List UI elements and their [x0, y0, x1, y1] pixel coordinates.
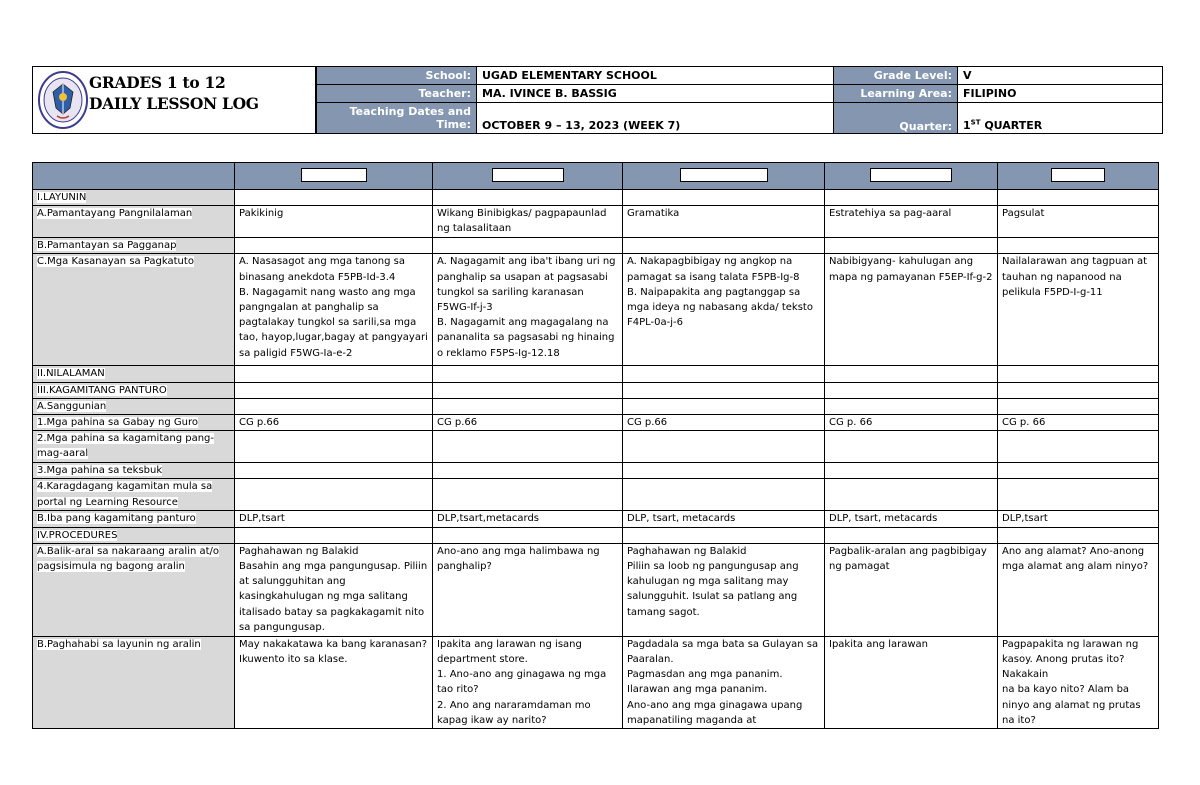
table-cell: [433, 463, 623, 479]
table-cell: [433, 382, 623, 398]
table-cell: CG p.66: [623, 415, 825, 431]
row-label-text: 4.Karagdagang kagamitan mula sa portal ng Learning Resource: [37, 481, 213, 508]
table-cell: [998, 190, 1159, 206]
table-cell: [825, 238, 998, 254]
table-cell: [433, 238, 623, 254]
table-cell: [433, 190, 623, 206]
table-cell: DLP,tsart: [235, 511, 433, 527]
row-label: [33, 527, 235, 543]
table-cell: [235, 366, 433, 382]
table-cell: [433, 479, 623, 511]
teaching-dates-value: OCTOBER 9 – 13, 2023 (WEEK 7): [477, 103, 834, 134]
row-label-text: III.KAGAMITANG PANTURO: [37, 384, 167, 396]
table-cell: A. Nakapagbibigay ng angkop na pamagat sa isang talata F5PB-Ig-8 B. Naipapakita ang pagtanggap sa mga ideya ng nabasang akda/ teksto F4PL-0a-j-6: [623, 254, 825, 366]
table-cell: CG p.66: [433, 415, 623, 431]
row-label-text: I.LAYUNIN: [37, 192, 87, 203]
table-cell: [623, 366, 825, 382]
grade-level-value: V: [958, 67, 1163, 85]
table-cell: [998, 527, 1159, 543]
quarter-superscript: ST: [970, 118, 981, 127]
title-line-1: GRADES 1 to 12: [89, 73, 226, 92]
teaching-dates-label-line-1: Teaching Dates and: [349, 105, 471, 118]
table-cell: May nakakatawa ka bang karanasan? Ikuwento ito sa klase.: [235, 636, 433, 728]
table-cell: [235, 527, 433, 543]
table-cell: A. Nasasagot ang mga tanong sa binasang anekdota F5PB-Id-3.4 B. Nagagamit nang wasto ang mga pangngalan at panghalip sa pagtalakay tungkol sa sarili,sa mga tao, hayop,lugar,bagay at pangyayari sa paligid F5WG-Ia-e-2: [235, 254, 433, 366]
row-label: [33, 206, 235, 238]
day-header-5: [998, 163, 1159, 190]
table-cell: [998, 382, 1159, 398]
day-header-row: [33, 163, 1159, 190]
row-label-text: A.Pamantayang Pangnilalaman: [37, 208, 193, 220]
table-cell: [825, 463, 998, 479]
row-label-text: IV.PROCEDURES: [37, 529, 118, 541]
table-row: [33, 238, 1159, 254]
table-cell: CG p.66: [235, 415, 433, 431]
day-header-1: [235, 163, 433, 190]
learning-area-label: Learning Area:: [834, 85, 958, 103]
table-cell: Nabibigyang- kahulugan ang mapa ng pamayanan F5EP-If-g-2: [825, 254, 998, 366]
table-row: [33, 206, 1159, 238]
table-cell: [998, 479, 1159, 511]
table-cell: [623, 398, 825, 414]
table-cell: CG p. 66: [825, 415, 998, 431]
row-label-text: 2.Mga pahina sa kagamitang pang-mag-aaral: [37, 433, 214, 460]
table-cell: [825, 479, 998, 511]
table-cell: Ipakita ang larawan ng isang department store. 1. Ano-ano ang ginagawa ng mga tao rito? 2. Ano ang nararamdaman mo kapag ikaw ay narito?: [433, 636, 623, 728]
table-row: [33, 463, 1159, 479]
table-cell: [623, 463, 825, 479]
row-label: [33, 479, 235, 511]
row-label: [33, 190, 235, 206]
table-cell: [235, 238, 433, 254]
table-row: [33, 511, 1159, 527]
day-header-blank: [33, 163, 235, 190]
row-label: [33, 543, 235, 636]
deped-seal-icon: [37, 70, 89, 130]
table-cell: DLP, tsart, metacards: [825, 511, 998, 527]
quarter-value: [958, 103, 1163, 134]
table-cell: [433, 527, 623, 543]
table-cell: Ano-ano ang mga halimbawa ng panghalip?: [433, 543, 623, 636]
table-cell: [623, 190, 825, 206]
teacher-label: Teacher:: [317, 85, 477, 103]
grade-level-label: Grade Level:: [834, 67, 958, 85]
table-cell: Pagpapakita ng larawan ng kasoy. Anong prutas ito? Nakakain na ba kayo nito? Alam ba ninyo ang alamat ng prutas na ito?: [998, 636, 1159, 728]
table-cell: DLP,tsart,metacards: [433, 511, 623, 527]
row-label: [33, 636, 235, 728]
table-cell: [825, 366, 998, 382]
table-row: [33, 415, 1159, 431]
row-label: [33, 398, 235, 414]
table-row: [33, 382, 1159, 398]
table-cell: Estratehiya sa pag-aaral: [825, 206, 998, 238]
table-cell: Ano ang alamat? Ano-anong mga alamat ang alam ninyo?: [998, 543, 1159, 636]
logo-box: [32, 66, 316, 134]
day-header-3: [623, 163, 825, 190]
table-cell: [433, 431, 623, 463]
table-cell: [235, 479, 433, 511]
table-cell: CG p. 66: [998, 415, 1159, 431]
row-label: [33, 382, 235, 398]
table-cell: [433, 366, 623, 382]
table-row: [33, 366, 1159, 382]
table-cell: [623, 238, 825, 254]
quarter-label: Quarter:: [834, 103, 958, 134]
title-line-2: DAILY LESSON LOG: [89, 94, 259, 113]
table-cell: [235, 398, 433, 414]
quarter-number: 1: [963, 119, 971, 132]
table-cell: [623, 479, 825, 511]
row-label-text: II.NILALAMAN: [37, 368, 105, 380]
row-label: [33, 254, 235, 366]
school-label: School:: [317, 67, 477, 85]
row-label-text: 1.Mga pahina sa Gabay ng Guro: [37, 417, 198, 429]
table-cell: [235, 431, 433, 463]
table-cell: Paghahawan ng Balakid Piliin sa loob ng pangungusap ang kahulugan ng mga salitang may salungguhit. Isulat sa patlang ang tamang sagot.: [623, 543, 825, 636]
table-cell: [998, 463, 1159, 479]
teaching-dates-label: [317, 103, 477, 134]
row-label: [33, 463, 235, 479]
table-cell: DLP,tsart: [998, 511, 1159, 527]
table-cell: DLP, tsart, metacards: [623, 511, 825, 527]
learning-area-value: FILIPINO: [958, 85, 1163, 103]
table-cell: Nailalarawan ang tagpuan at tauhan ng napanood na pelikula F5PD-I-g-11: [998, 254, 1159, 366]
table-cell: Gramatika: [623, 206, 825, 238]
row-label-text: A.Sanggunian: [37, 400, 107, 412]
table-row: [33, 431, 1159, 463]
day-label-box: [1051, 168, 1105, 182]
table-cell: [235, 190, 433, 206]
day-header-4: [825, 163, 998, 190]
table-cell: [998, 398, 1159, 414]
table-row: [33, 190, 1159, 206]
header-info-table: [316, 66, 1163, 134]
teaching-dates-label-line-2: Time:: [436, 118, 471, 131]
school-value: UGAD ELEMENTARY SCHOOL: [477, 67, 834, 85]
table-cell: [235, 382, 433, 398]
day-label-box: [301, 168, 367, 182]
day-label-box: [492, 168, 564, 182]
table-cell: [623, 527, 825, 543]
teacher-value: MA. IVINCE B. BASSIG: [477, 85, 834, 103]
table-row: [33, 636, 1159, 728]
table-cell: [825, 190, 998, 206]
table-row: [33, 527, 1159, 543]
row-label-text: A.Balik-aral sa nakaraang aralin at/o pagsisimula ng bagong aralin: [37, 545, 220, 573]
table-row: [33, 479, 1159, 511]
table-cell: [998, 238, 1159, 254]
table-cell: [825, 382, 998, 398]
table-cell: [998, 431, 1159, 463]
row-label-text: B.Iba pang kagamitang panturo: [37, 513, 196, 525]
table-cell: [433, 398, 623, 414]
row-label: [33, 415, 235, 431]
table-cell: Pagdadala sa mga bata sa Gulayan sa Paaralan. Pagmasdan ang mga pananim. Ilarawan ang mga pananim. Ano-ano ang mga ginagawa upang mapanatiling maganda at: [623, 636, 825, 728]
row-label-text: C.Mga Kasanayan sa Pagkatuto: [37, 256, 194, 268]
table-row: [33, 398, 1159, 414]
table-cell: Paghahawan ng Balakid Basahin ang mga pangungusap. Piliin at salungguhitan ang kasingkahulugan ng mga salitang italisado batay sa pagkakagamit nito sa pangungusap.: [235, 543, 433, 636]
table-cell: [235, 463, 433, 479]
quarter-suffix: QUARTER: [980, 119, 1043, 132]
row-label: [33, 511, 235, 527]
table-cell: [998, 366, 1159, 382]
row-label: [33, 431, 235, 463]
day-header-2: [433, 163, 623, 190]
table-row: [33, 254, 1159, 366]
table-cell: Ipakita ang larawan: [825, 636, 998, 728]
table-row: [33, 543, 1159, 636]
day-label-box: [870, 168, 952, 182]
table-cell: Pakikinig: [235, 206, 433, 238]
row-label: [33, 238, 235, 254]
table-cell: [623, 431, 825, 463]
table-cell: A. Nagagamit ang iba't ibang uri ng panghalip sa usapan at pagsasabi tungkol sa sariling karanasan F5WG-If-j-3 B. Nagagamit ang magagalang na pananalita sa pagsasabi ng hinaing o reklamo F5PS-Ig-12.18: [433, 254, 623, 366]
table-cell: Pagsulat: [998, 206, 1159, 238]
row-label-text: B.Pamantayan sa Pagganap: [37, 240, 177, 252]
row-label-text: 3.Mga pahina sa teksbuk: [37, 465, 163, 477]
table-cell: [623, 382, 825, 398]
row-label-text: B.Paghahabi sa layunin ng aralin: [37, 638, 201, 650]
row-label: [33, 366, 235, 382]
table-cell: Wikang Binibigkas/ pagpapaunlad ng talasalitaan: [433, 206, 623, 238]
table-cell: [825, 527, 998, 543]
table-cell: [825, 398, 998, 414]
table-cell: [825, 431, 998, 463]
day-label-box: [680, 168, 768, 182]
table-cell: Pagbalik-aralan ang pagbibigay ng pamagat: [825, 543, 998, 636]
lesson-log-table: [32, 162, 1159, 729]
